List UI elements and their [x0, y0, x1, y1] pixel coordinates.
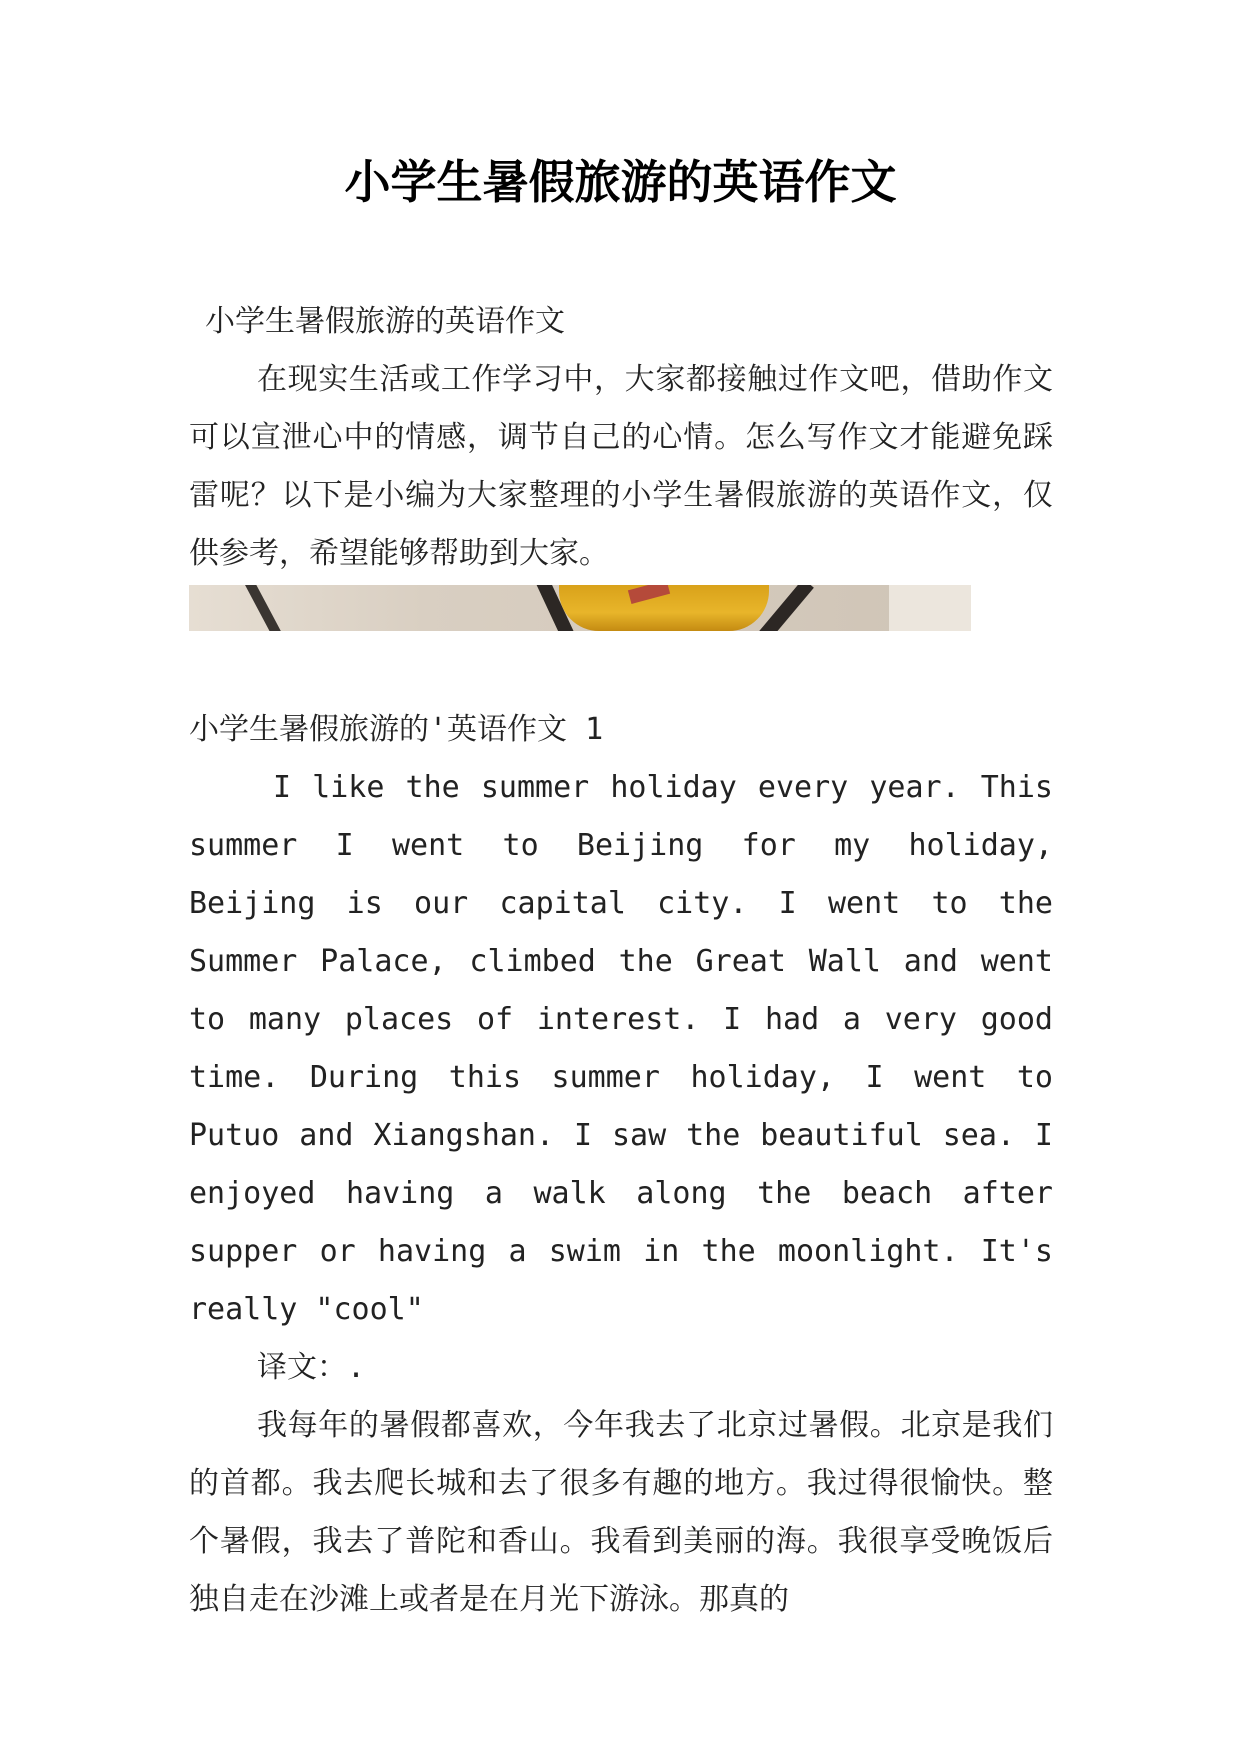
- keyboard-photo-strip: [189, 585, 971, 631]
- intro-paragraph: 在现实生活或工作学习中，大家都接触过作文吧，借助作文可以宣泄心中的情感，调节自己的心情。怎么写作文才能避免踩雷呢？以下是小编为大家整理的小学生暑假旅游的英语作文，仅供参考，希望能够帮助到大家。: [189, 362, 1053, 571]
- document-body: [189, 293, 1053, 1629]
- document-title: 小学生暑假旅游的英语作文: [344, 155, 897, 209]
- english-essay-paragraph: I like the summer holiday every year. This summer I went to Beijing for my holiday, Beijing is our capital city. I went to the Summer Palace, climbed the Great Wall and went to many places of interest. I had a very good time. During this summer holiday, I went to Putuo and Xiangshan. I saw the beautiful sea. I enjoyed having a walk along the beach after supper or having a swim in the moonlight. It's really "cool": [189, 770, 1053, 1327]
- subtitle: 小学生暑假旅游的英语作文: [205, 304, 565, 339]
- section-heading: 小学生暑假旅游的'英语作文 1: [189, 712, 604, 747]
- translation-paragraph: 我每年的暑假都喜欢，今年我去了北京过暑假。北京是我们的首都。我去爬长城和去了很多有趣的地方。我过得很愉快。整个暑假，我去了普陀和香山。我看到美丽的海。我很享受晚饭后独自走在沙滩上或者是在月光下游泳。那真的: [189, 1408, 1053, 1617]
- translation-label: 译文：.: [257, 1350, 366, 1385]
